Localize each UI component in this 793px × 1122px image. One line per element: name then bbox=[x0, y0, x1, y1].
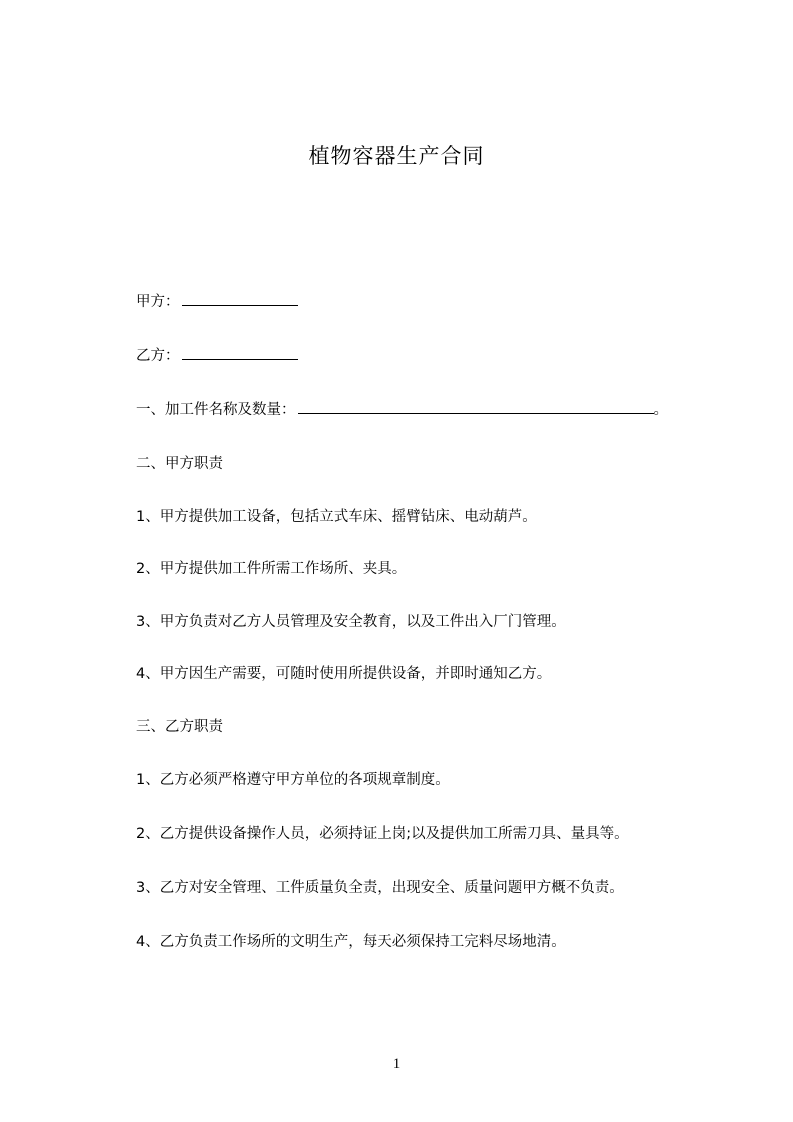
section2-item-4: 4、甲方因生产需要，可随时使用所提供设备，并即时通知乙方。 bbox=[136, 666, 552, 682]
section3-heading: 三、乙方职责 bbox=[136, 719, 223, 735]
party-a-label: 甲方： bbox=[136, 294, 180, 310]
section3-item-3: 3、乙方对安全管理、工件质量负全责，出现安全、质量问题甲方概不负责。 bbox=[136, 880, 624, 896]
party-b-blank bbox=[182, 345, 298, 360]
section3-item-2: 2、乙方提供设备操作人员，必须持证上岗;以及提供加工所需刀具、量具等。 bbox=[136, 826, 629, 842]
section3-item-1: 1、乙方必须严格遵守甲方单位的各项规章制度。 bbox=[136, 772, 450, 788]
section2-item-2: 2、甲方提供加工件所需工作场所、夹具。 bbox=[136, 561, 407, 577]
section2-item-3: 3、甲方负责对乙方人员管理及安全教育，以及工件出入厂门管理。 bbox=[136, 614, 566, 630]
item1-line bbox=[136, 399, 668, 420]
section2-heading: 二、甲方职责 bbox=[136, 456, 223, 472]
item1-end: 。 bbox=[653, 402, 668, 418]
page-number: 1 bbox=[392, 1056, 401, 1072]
document-title: 植物容器生产合同 bbox=[308, 144, 485, 168]
item1-label: 一、加工件名称及数量： bbox=[136, 402, 296, 418]
party-b-line bbox=[136, 345, 298, 366]
party-b-label: 乙方： bbox=[136, 348, 180, 364]
party-a-line bbox=[136, 291, 298, 312]
item1-blank bbox=[298, 399, 654, 414]
section2-item-1: 1、甲方提供加工设备，包括立式车床、摇臂钻床、电动葫芦。 bbox=[136, 509, 537, 525]
party-a-blank bbox=[182, 291, 298, 306]
section3-item-4: 4、乙方负责工作场所的文明生产，每天必须保持工完料尽场地清。 bbox=[136, 934, 566, 950]
